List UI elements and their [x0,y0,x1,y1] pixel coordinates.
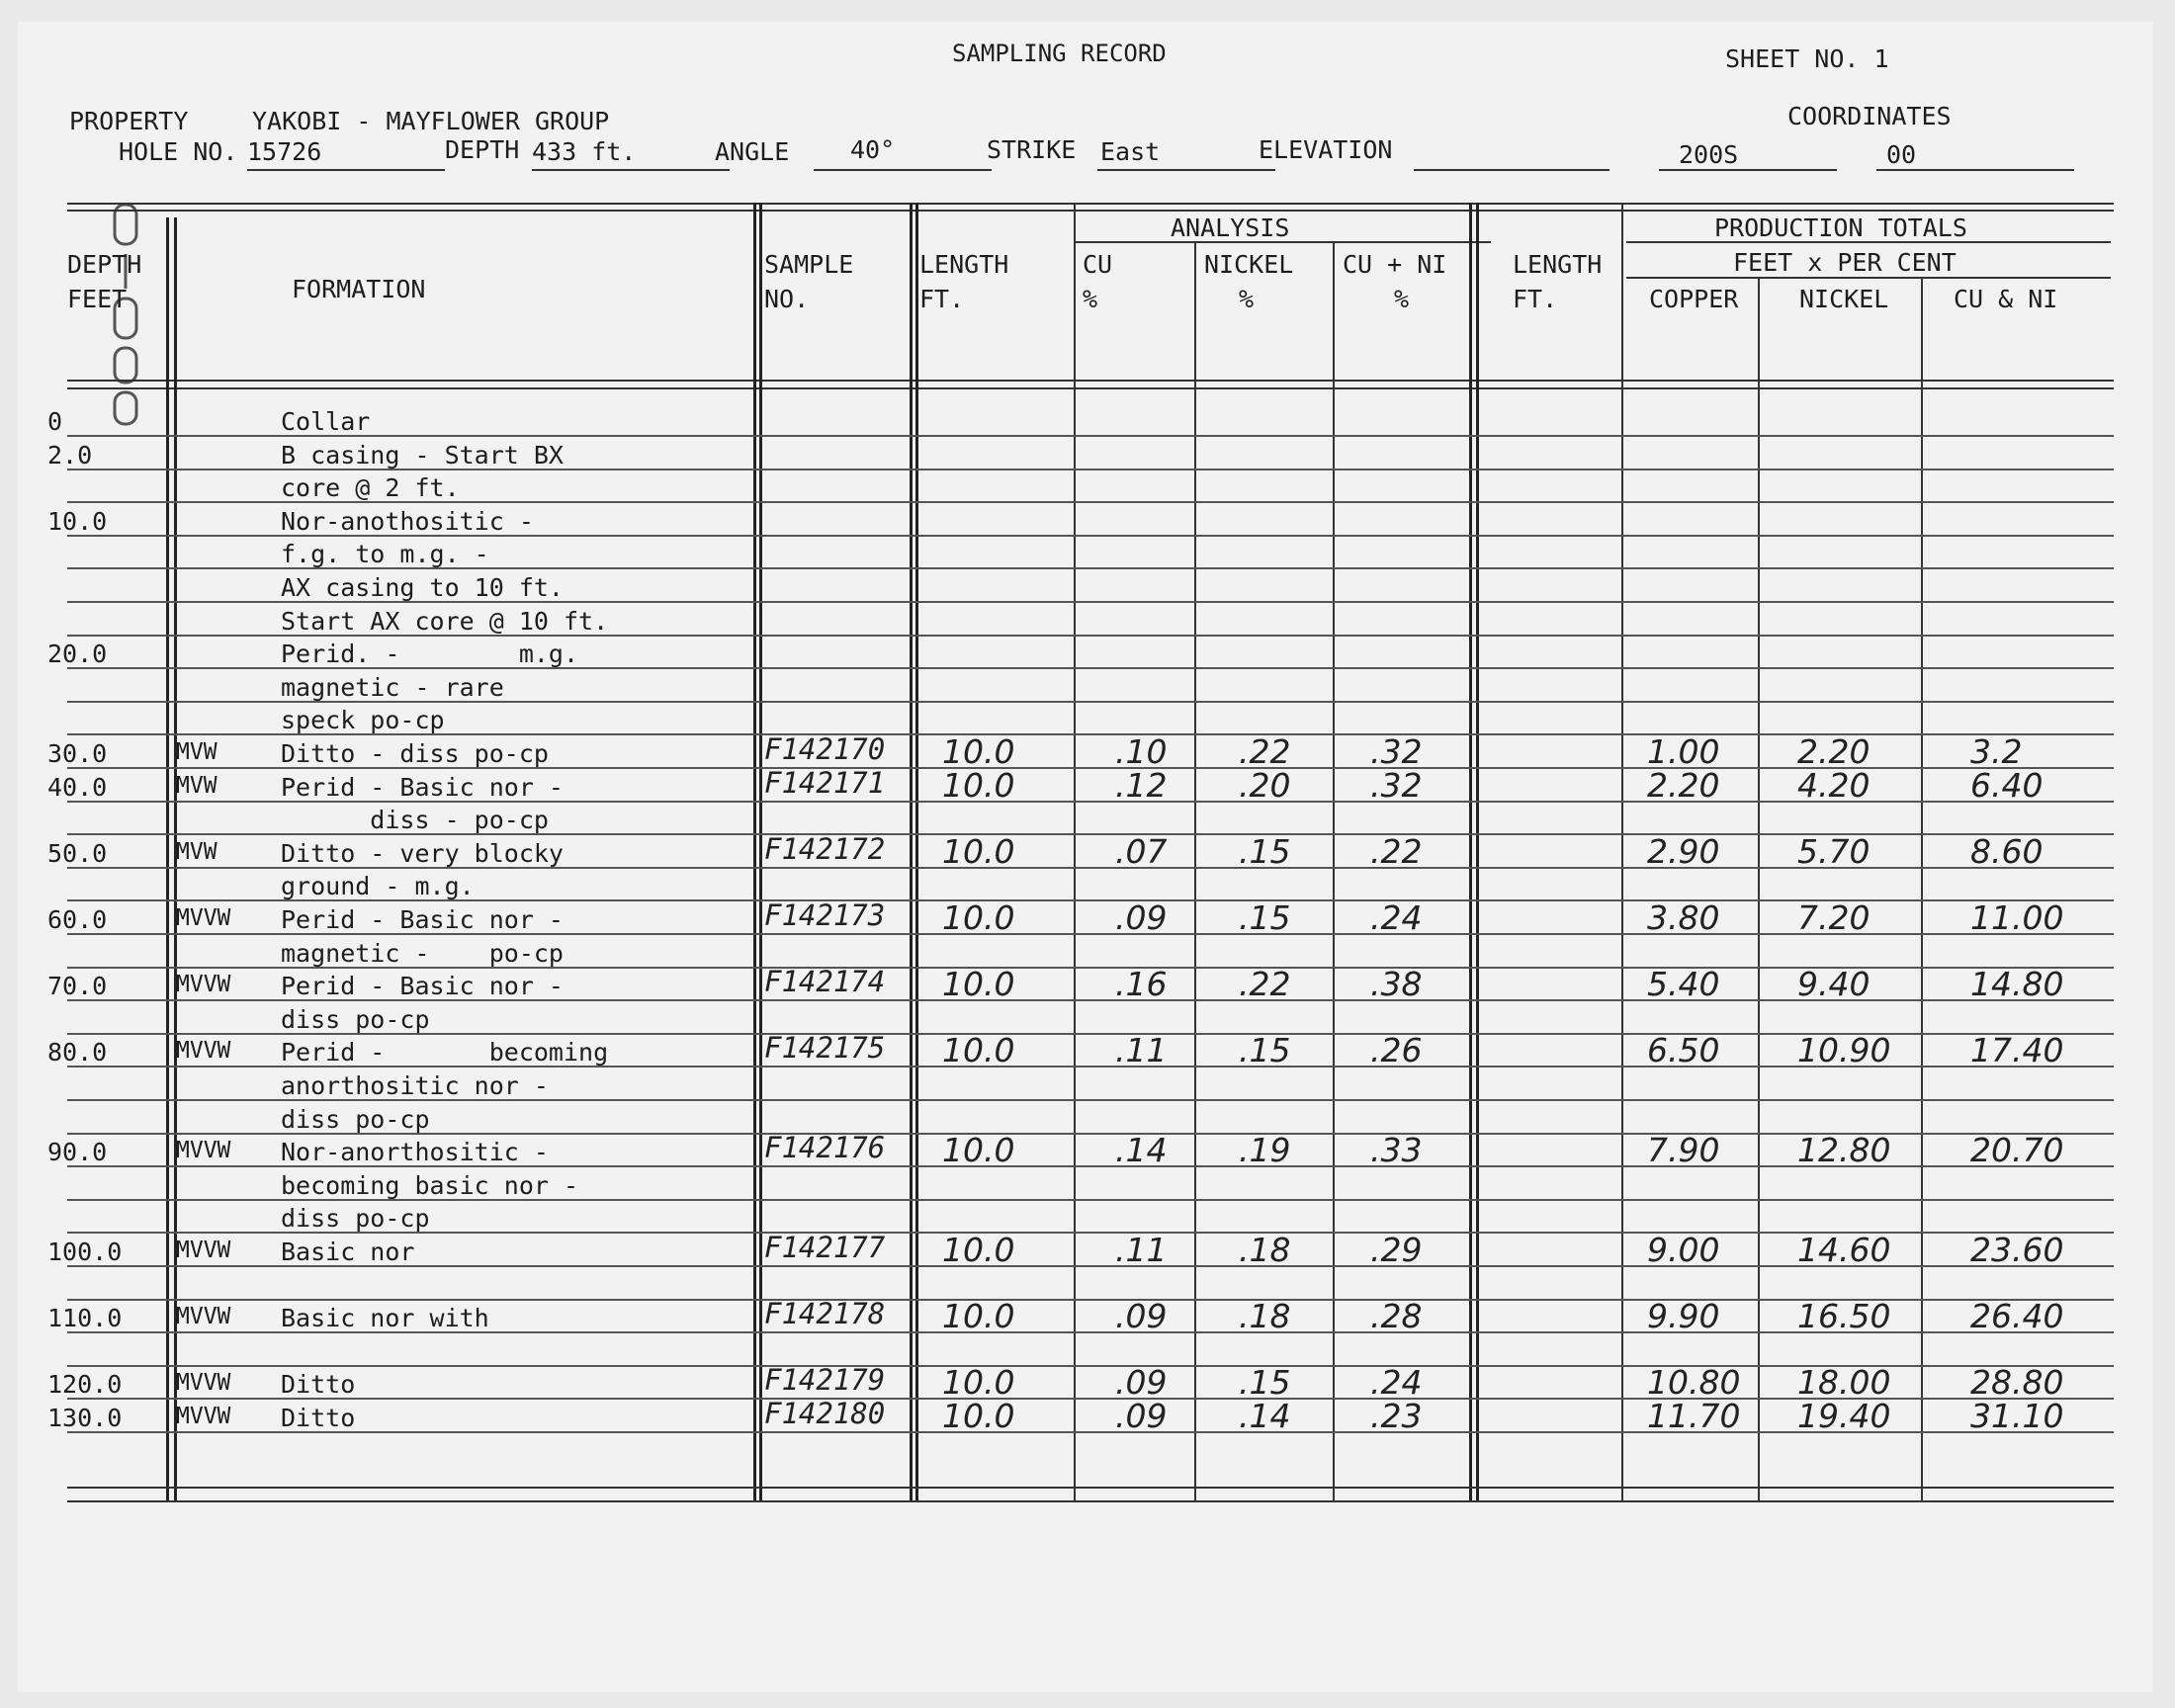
coordinate-2: 00 [1886,140,1917,169]
row-rule [67,933,2114,935]
cell-cuni-percent: .24 [1370,898,1423,937]
cell-cuni-percent: .32 [1370,732,1423,771]
cell-formation: Ditto [281,1370,356,1400]
cell-formation: core @ 2 ft. [281,473,460,503]
col-sample-label-1: SAMPLE [764,250,854,279]
sheet-number: SHEET NO. 1 [1725,44,1889,73]
cell-length: 10.0 [942,765,1015,805]
cell-formation: Perid - becoming [281,1038,609,1068]
row-rule [67,435,2114,437]
depth-value: 433 ft. [532,137,637,166]
cell-depth: 130.0 [47,1404,123,1432]
cell-code: MVVW [176,1038,231,1065]
cell-formation: becoming basic nor - [281,1170,579,1200]
cell-nickel-percent: .22 [1239,732,1291,771]
col-nickel-label-2: % [1239,285,1255,313]
rule-top-1 [67,203,2114,205]
cell-cuni-percent: .26 [1370,1031,1423,1070]
property-label: PROPERTY [69,107,189,135]
cell-cu-percent: .09 [1115,898,1168,937]
col-prod-nickel-label: NICKEL [1799,285,1889,313]
cell-prod-cuni: 6.40 [1970,765,2044,805]
row-rule [67,667,2114,669]
row-rule [67,999,2114,1001]
cell-sample-no: F142172 [764,831,886,866]
cell-nickel-percent: .18 [1239,1231,1291,1269]
cell-prod-copper: 6.50 [1647,1031,1720,1070]
cell-formation: f.g. to m.g. - [281,540,489,569]
depth-underline [532,169,730,171]
cell-prod-copper: 7.90 [1647,1131,1720,1170]
col-sample-label-2: NO. [764,285,810,313]
cell-code: MVVW [176,1370,231,1397]
elevation-underline [1414,169,1610,171]
cell-prod-nickel: 2.20 [1797,732,1870,771]
cell-prod-nickel: 7.20 [1797,898,1870,937]
cell-prod-copper: 9.90 [1647,1297,1720,1336]
cell-depth: 30.0 [47,739,108,768]
col-cuandni-label: CU & NI [1954,285,2058,313]
angle-value: 40° [850,135,896,164]
cell-nickel-percent: .15 [1239,831,1291,871]
cell-depth: 80.0 [47,1038,108,1068]
cell-depth: 100.0 [47,1238,123,1266]
cell-prod-nickel: 10.90 [1797,1031,1891,1070]
vrule-cu [1194,241,1196,1502]
cell-prod-copper: 10.80 [1647,1363,1741,1403]
cell-sample-no: F142180 [764,1397,886,1430]
cell-prod-nickel: 19.40 [1797,1397,1891,1435]
cell-cuni-percent: .29 [1370,1231,1423,1269]
cell-sample-no: F142171 [764,765,886,800]
cell-formation: magnetic - po-cp [281,938,564,968]
row-rule [67,1265,2114,1267]
row-rule [67,501,2114,503]
cell-prod-cuni: 17.40 [1970,1031,2064,1070]
coordinate-1: 200S [1679,140,1739,169]
cell-formation: Basic nor with [281,1304,489,1333]
cell-formation: Collar [281,407,371,436]
property-value: YAKOBI - MAYFLOWER GROUP [252,107,610,135]
cell-prod-copper: 11.70 [1647,1397,1741,1435]
cell-sample-no: F142170 [764,732,886,766]
row-rule [67,469,2114,470]
cell-sample-no: F142174 [764,965,886,999]
rule-bottom-2 [67,1500,2114,1502]
rule-analysis [1076,241,1491,243]
cell-code: MVVW [176,1304,231,1330]
cell-formation: Ditto [281,1404,356,1432]
cell-depth: 110.0 [47,1304,123,1333]
cell-nickel-percent: .15 [1239,1363,1291,1403]
elevation-label: ELEVATION [1259,135,1393,164]
rule-production-2 [1626,277,2111,279]
cell-prod-cuni: 3.2 [1970,732,2023,771]
rule-top-2 [67,210,2114,212]
cell-cu-percent: .09 [1115,1363,1168,1403]
strike-underline [1097,169,1275,171]
cell-code: MVVW [176,1238,231,1263]
cell-prod-cuni: 28.80 [1970,1363,2064,1403]
vrule-prod-nickel [1921,277,1923,1502]
cell-depth: 60.0 [47,905,108,934]
vrule-sample-b [915,203,918,1502]
cell-nickel-percent: .22 [1239,965,1291,1004]
vrule-sample-a [910,203,913,1502]
cell-formation: diss po-cp [281,1204,430,1234]
col-analysis-label: ANALYSIS [1171,214,1290,242]
rule-bottom-1 [67,1487,2114,1489]
cell-depth: 120.0 [47,1370,123,1400]
cell-prod-copper: 2.90 [1647,831,1720,871]
cell-prod-cuni: 11.00 [1970,898,2064,937]
row-rule [67,1199,2114,1201]
cell-formation: anorthositic nor - [281,1071,549,1100]
cell-formation: B casing - Start BX [281,440,564,470]
hole-underline [247,169,445,171]
angle-underline [814,169,992,171]
cell-nickel-percent: .15 [1239,1031,1291,1070]
coordinate-2-underline [1876,169,2074,171]
col-length-label-2: FT. [919,285,965,313]
cell-cu-percent: .12 [1115,765,1168,805]
cell-length: 10.0 [942,1231,1015,1269]
row-rule [67,1331,2114,1333]
cell-cuni-percent: .33 [1370,1131,1423,1170]
cell-code: MVVW [176,972,231,998]
vrule-nickel [1333,241,1335,1502]
cell-prod-nickel: 16.50 [1797,1297,1891,1336]
cell-code: MVVW [176,1138,231,1164]
cell-nickel-percent: .14 [1239,1397,1291,1435]
cell-prod-cuni: 26.40 [1970,1297,2064,1336]
cell-cu-percent: .09 [1115,1397,1168,1435]
vrule-cuni-b [1476,203,1479,1502]
cell-prod-copper: 2.20 [1647,765,1720,805]
cell-formation: Perid. - m.g. [281,640,579,669]
depth-label: DEPTH [445,135,520,164]
row-rule [67,801,2114,803]
cell-formation: Perid - Basic nor - [281,905,564,934]
cell-depth: 20.0 [47,640,108,669]
cell-prod-cuni: 31.10 [1970,1397,2064,1435]
cell-prod-cuni: 20.70 [1970,1131,2064,1170]
cell-depth: 10.0 [47,506,108,536]
cell-nickel-percent: .15 [1239,898,1291,937]
cell-length: 10.0 [942,831,1015,871]
col-formation-label: FORMATION [292,275,426,303]
col-depth-label-2: FEET [67,285,128,313]
cell-formation: magnetic - rare [281,672,504,702]
cell-prod-nickel: 14.60 [1797,1231,1891,1269]
cell-formation: Perid - Basic nor - [281,972,564,1001]
cell-nickel-percent: .20 [1239,765,1291,805]
cell-sample-no: F142177 [764,1231,886,1264]
cell-sample-no: F142175 [764,1031,886,1066]
cell-prod-copper: 1.00 [1647,732,1720,771]
cell-prod-cuni: 14.80 [1970,965,2064,1004]
cell-formation: diss - po-cp [281,806,549,835]
cell-formation: Nor-anothositic - [281,506,534,536]
vrule-depth-a [166,217,169,1502]
strike-label: STRIKE [987,135,1077,164]
row-rule [67,867,2114,869]
row-rule [67,601,2114,603]
cell-depth: 50.0 [47,838,108,868]
cell-cu-percent: .10 [1115,732,1168,771]
cell-length: 10.0 [942,1397,1015,1435]
cell-formation: Start AX core @ 10 ft. [281,606,609,636]
cell-cuni-percent: .32 [1370,765,1423,805]
cell-length: 10.0 [942,898,1015,937]
row-rule [67,701,2114,703]
col-production-label-2: FEET x PER CENT [1733,248,1957,277]
col-copper-label: COPPER [1649,285,1739,313]
cell-depth: 40.0 [47,772,108,802]
cell-prod-nickel: 9.40 [1797,965,1870,1004]
cell-length: 10.0 [942,1363,1015,1403]
cell-sample-no: F142173 [764,898,886,932]
cell-formation: AX casing to 10 ft. [281,573,564,602]
cell-sample-no: F142176 [764,1131,886,1165]
cell-cuni-percent: .28 [1370,1297,1423,1336]
sampling-record-sheet [18,22,2153,1692]
cell-code: MVVW [176,905,231,931]
cell-cuni-percent: .38 [1370,965,1423,1004]
cell-formation: Ditto - diss po-cp [281,739,549,768]
col-cuni-label-2: % [1394,285,1410,313]
cell-sample-no: F142179 [764,1363,886,1398]
col-length2-label-2: FT. [1513,285,1558,313]
cell-code: MVW [176,772,218,799]
cell-length: 10.0 [942,965,1015,1004]
cell-formation: Perid - Basic nor - [281,772,564,802]
cell-length: 10.0 [942,1297,1015,1336]
cell-prod-copper: 9.00 [1647,1231,1720,1269]
cell-length: 10.0 [942,732,1015,771]
vrule-length [1074,203,1076,1502]
col-nickel-label-1: NICKEL [1204,250,1294,279]
rule-header-bottom-1 [67,380,2114,382]
vrule-length2 [1621,203,1623,1502]
cell-formation: Basic nor [281,1238,415,1266]
strike-value: East [1100,137,1161,166]
cell-prod-nickel: 4.20 [1797,765,1870,805]
cell-code: MVW [176,838,218,865]
col-cu-label-1: CU [1083,250,1113,279]
stamp-mark [105,195,154,432]
row-rule [67,567,2114,569]
col-cu-label-2: % [1083,285,1098,313]
cell-prod-nickel: 12.80 [1797,1131,1891,1170]
cell-cu-percent: .09 [1115,1297,1168,1336]
cell-cu-percent: .07 [1115,831,1168,871]
col-length2-label-1: LENGTH [1513,250,1603,279]
cell-length: 10.0 [942,1131,1015,1170]
cell-prod-copper: 3.80 [1647,898,1720,937]
row-rule [67,535,2114,537]
coordinates-label: COORDINATES [1787,102,1952,130]
cell-cu-percent: .11 [1115,1031,1168,1070]
hole-value: 15726 [247,137,322,166]
document-title: SAMPLING RECORD [952,40,1167,67]
cell-prod-cuni: 23.60 [1970,1231,2064,1269]
cell-depth: 90.0 [47,1138,108,1167]
row-rule [67,1066,2114,1068]
cell-nickel-percent: .18 [1239,1297,1291,1336]
cell-code: MVVW [176,1404,231,1429]
cell-formation: diss po-cp [281,1104,430,1134]
cell-formation: ground - m.g. [281,872,475,901]
cell-length: 10.0 [942,1031,1015,1070]
hole-label: HOLE NO. [119,137,238,166]
cell-prod-nickel: 5.70 [1797,831,1870,871]
cell-cuni-percent: .22 [1370,831,1423,871]
cell-depth: 2.0 [47,440,93,470]
cell-prod-nickel: 18.00 [1797,1363,1891,1403]
cell-code: MVW [176,739,218,765]
cell-formation: Ditto - very blocky [281,838,564,868]
angle-label: ANGLE [715,137,790,166]
cell-prod-copper: 5.40 [1647,965,1720,1004]
col-depth-label-1: DEPTH [67,250,142,279]
vrule-copper [1758,277,1760,1502]
cell-cu-percent: .11 [1115,1231,1168,1269]
cell-cuni-percent: .24 [1370,1363,1423,1403]
coordinate-1-underline [1659,169,1837,171]
col-cuni-label-1: CU + NI [1343,250,1447,279]
cell-depth: 70.0 [47,972,108,1001]
row-rule [67,1431,2114,1433]
cell-depth: 0 [47,407,63,436]
rule-header-bottom-2 [67,387,2114,389]
rule-production [1626,241,2111,243]
cell-sample-no: F142178 [764,1297,886,1331]
cell-cu-percent: .14 [1115,1131,1168,1170]
row-rule [67,1165,2114,1167]
vrule-formation-a [753,203,756,1502]
col-production-label-1: PRODUCTION TOTALS [1714,214,1967,242]
vrule-formation-b [759,203,762,1502]
row-rule [67,635,2114,637]
cell-cu-percent: .16 [1115,965,1168,1004]
cell-nickel-percent: .19 [1239,1131,1291,1170]
col-length-label-1: LENGTH [919,250,1009,279]
cell-cuni-percent: .23 [1370,1397,1423,1435]
vrule-cuni-a [1469,203,1472,1502]
cell-formation: speck po-cp [281,706,445,735]
cell-formation: Nor-anorthositic - [281,1138,549,1167]
cell-prod-cuni: 8.60 [1970,831,2044,871]
cell-formation: diss po-cp [281,1004,430,1034]
row-rule [67,1099,2114,1101]
